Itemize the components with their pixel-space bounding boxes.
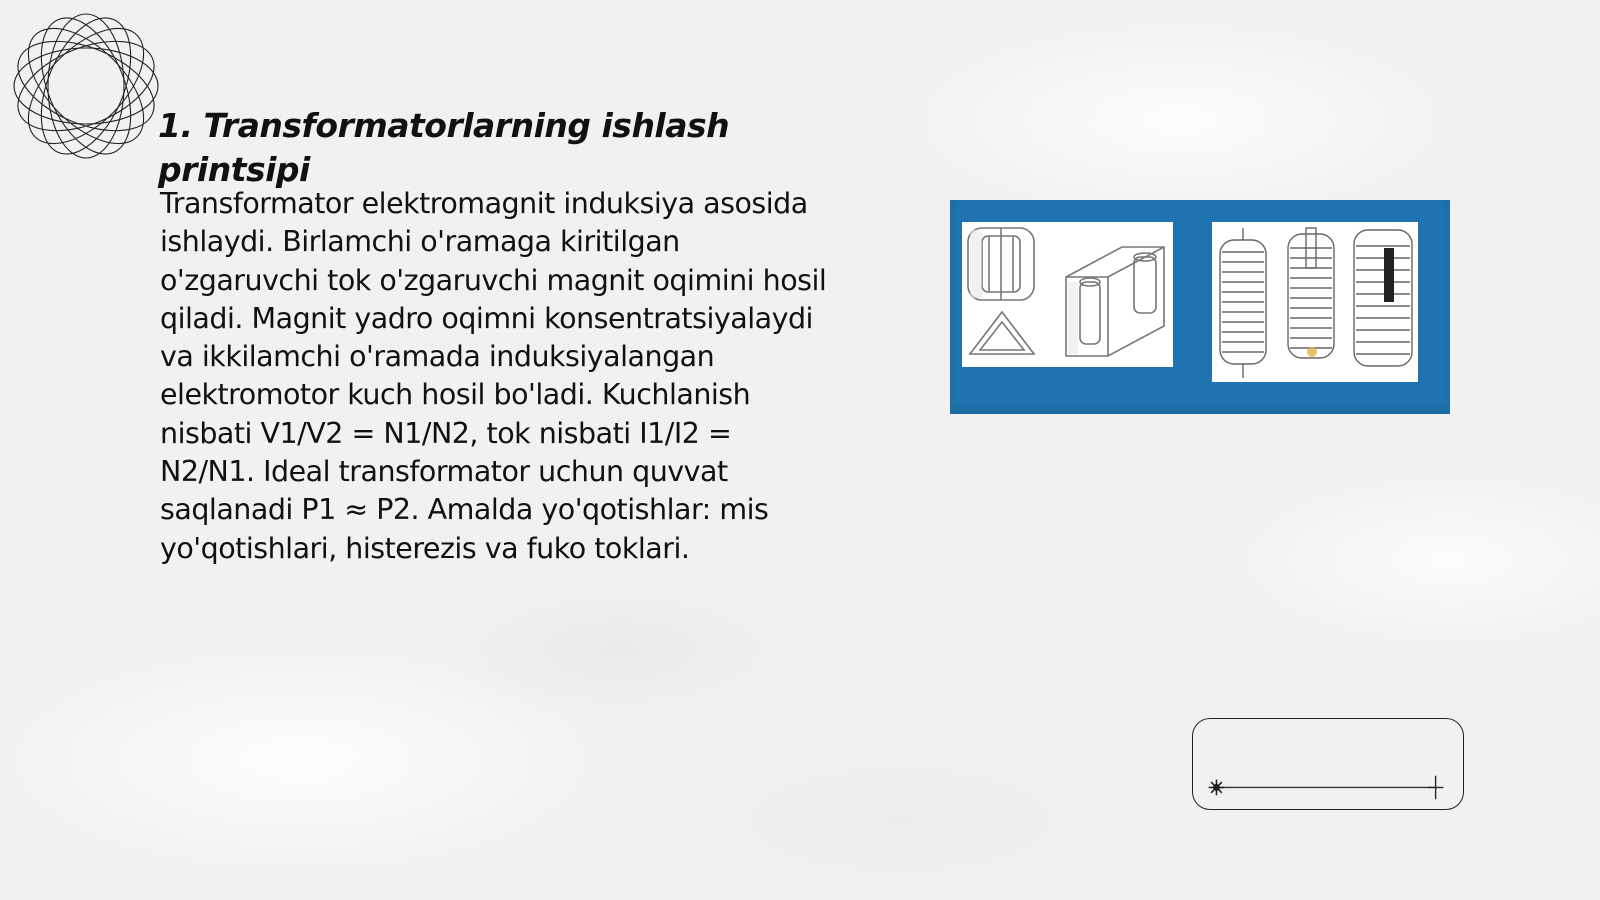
core-types-drawing — [962, 222, 1173, 367]
timeline-line — [1193, 719, 1463, 809]
coil-windings-drawing — [1212, 222, 1418, 382]
sun-icon — [1209, 780, 1225, 796]
slide-body-text: Transformator elektromagnit induksiya asosida ishlaydi. Birlamchi o'ramaga kiritilgan o'zgaruvchi tok o'zgaruvchi magnit oqimini hosil qiladi. Magnit yadro oqimni konsentratsiyalaydi va ikkilamchi o'ramada induksiyalangan elektromotor kuch hosil bo'ladi. Kuchlanish nisbati V1/V2 = N1/N2, tok nisbati I1/I2 = N2/N1. Ideal transformator uchun quvvat saqlanadi P1 ≈ P2. Amalda yo'qotishlar: mis yo'qotishlari, histerezis va fuko toklari. — [160, 187, 827, 565]
winding-coils-illustration — [1212, 222, 1418, 382]
spirograph-circle-icon — [8, 8, 164, 164]
transformer-core-illustration — [962, 222, 1173, 367]
sparkle-icon — [1428, 776, 1444, 799]
transformer-figure — [950, 200, 1450, 414]
slide-title: 1. Transformatorlarning ishlash printsipi — [158, 106, 730, 189]
timeline-decoration — [1192, 718, 1464, 810]
